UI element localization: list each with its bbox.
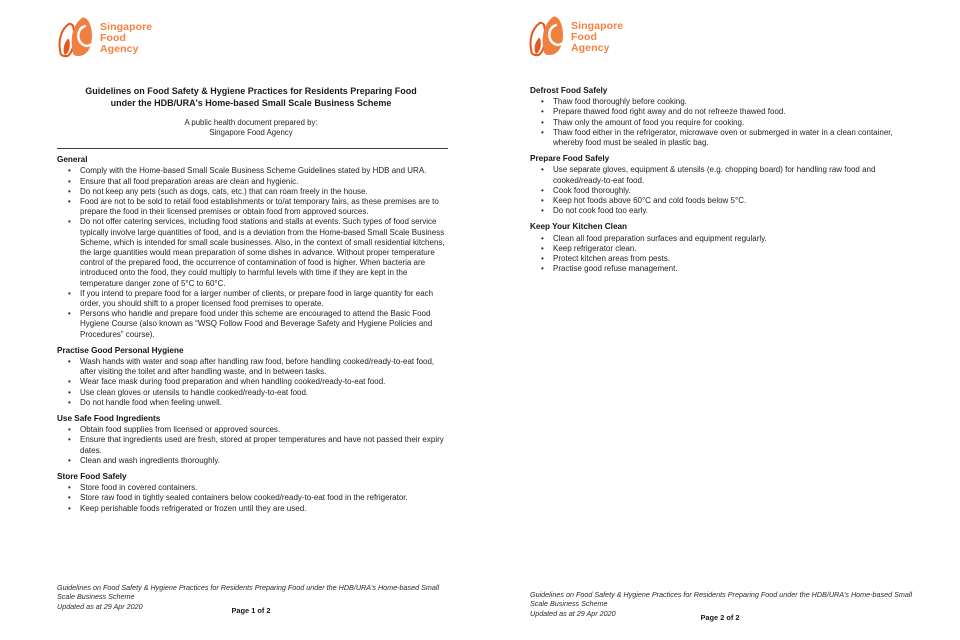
bullet-item: • If you intend to prepare food for a larger number of clients, or prepare food in large quantity for each order, you should shift to a proper licensed food premises to operate. [57,289,449,309]
footer-updated-date: Updated as at 29 Apr 2020 [57,601,143,611]
sfa-logo [57,14,462,61]
footer-document-title: Guidelines on Food Safety & Hygiene Practices for Residents Preparing Food under the HDB/URA's Home-based Small Scale Business Scheme [57,583,440,602]
page-2 [508,0,932,640]
bullet-item: • Do not handle food when feeling unwell. [57,398,449,408]
sfa-logo-wordmark [571,13,623,54]
page-2-content [530,86,914,274]
bullet-item: • Do not offer catering services, including food stations and stalls at events. Such types of food service typically involve large quantities of food, and is a deviation from the Home-based Small Scale Business Scheme, which is intended for small scale businesses. Also, in the context of small residential kitchens, the large quantities would mean preparation of some dishes in advance. Without proper temperature control of the prepared food, the occurrence of contamination of food is higher. When bacteria are introduced onto the food, they could multiply to harmful levels with time if they are kept in the temperature danger zone of 5°C to 60°C. [57,217,449,288]
subtitle-prepared-by: A public health document prepared by: [184,118,318,127]
bullet-item: • Wash hands with water and soap after handling raw food, before handling cooked/ready-to-eat food, after visiting the toilet and after handling waste, and in between tasks. [57,357,449,377]
footer-updated-date: Updated as at 29 Apr 2020 [530,608,616,618]
bullet-item: • Food are not to be sold to retail food establishments or to/at temporary fairs, as these premises are to prepare the food in their licensed premises or obtain food from approved sources. [57,197,449,217]
sfa-leaf-icon [57,14,94,61]
section-heading: Keep Your Kitchen Clean [530,222,628,232]
bullet-item: • Clean and wash ingredients thoroughly. [57,456,449,466]
document-title-line2: under the HDB/URA's Home-based Small Scale Business Scheme [110,97,392,108]
logo-word-food: Food [100,32,127,44]
section-safe-ingredients [57,414,449,466]
bullet-item: • Keep hot foods above 60°C and cold foods below 5°C. [530,196,914,206]
section-personal-hygiene [57,346,449,408]
footer-document-title: Guidelines on Food Safety & Hygiene Practices for Residents Preparing Food under the HDB/URA's Home-based Small Scale Business Scheme [530,590,913,609]
section-heading: General [57,155,88,165]
bullet-item: • Use clean gloves or utensils to handle cooked/ready-to-eat food. [57,388,449,398]
document-title [40,86,462,109]
section-heading: Store Food Safely [57,472,127,482]
bullet-item: • Practise good refuse management. [530,264,914,274]
logo-word-singapore: Singapore [571,20,624,32]
header-divider [57,148,448,149]
section-heading: Use Safe Food Ingredients [57,414,161,424]
logo-word-agency: Agency [100,43,139,55]
section-heading: Prepare Food Safely [530,154,610,164]
bullet-item: • Ensure that all food preparation areas are clean and hygienic. [57,177,449,187]
document-title-line1: Guidelines on Food Safety & Hygiene Practices for Residents Preparing Food [85,86,417,96]
logo-word-singapore: Singapore [100,21,153,33]
section-defrost [530,86,914,148]
bullet-item: • Store food in covered containers. [57,483,449,493]
sfa-logo-wordmark [100,14,152,55]
page-number: Page 1 of 2 [231,606,271,615]
bullet-item: • Do not keep any pets (such as dogs, cats, etc.) that can roam freely in the house. [57,187,449,197]
section-heading: Defrost Food Safely [530,86,608,95]
logo-word-agency: Agency [571,42,610,54]
section-general [57,155,449,340]
bullet-item: • Prepare thawed food right away and do not refreeze thawed food. [530,107,914,117]
bullet-item: • Use separate gloves, equipment & utensils (e.g. chopping board) for handling raw food and cooked/ready-to-eat food. [530,165,914,185]
page-1-content [57,155,449,514]
section-prepare [530,154,914,216]
bullet-item: • Cook food thoroughly. [530,186,914,196]
bullet-item: • Thaw food either in the refrigerator, microwave oven or submerged in water in a clean container, whereby food must be sealed in plastic bag. [530,128,914,148]
bullet-item: • Wear face mask during food preparation and when handling cooked/ready-to-eat food. [57,377,449,387]
bullet-item: • Do not cook food too early. [530,206,914,216]
section-store-food [57,472,449,514]
bullet-item: • Ensure that ingredients used are fresh, stored at proper temperatures and have not passed their expiry dates. [57,435,449,455]
bullet-item: • Store raw food in tightly sealed containers below cooked/ready-to-eat food in the refrigerator. [57,493,449,503]
bullet-item: • Thaw food thoroughly before cooking. [530,97,914,107]
bullet-item: • Keep refrigerator clean. [530,244,914,254]
bullet-item: • Persons who handle and prepare food under this scheme are encouraged to attend the Basic Food Hygiene Course (also known as “WSQ Follow Food and Beverage Safety and Hygiene Policies and Procedures” course). [57,309,449,340]
bullet-item: • Thaw only the amount of food you require for cooking. [530,118,914,128]
section-kitchen-clean [530,222,914,274]
sfa-logo [528,13,932,60]
bullet-item: • Comply with the Home-based Small Scale Business Scheme Guidelines stated by HDB and URA. [57,166,449,176]
bullet-item: • Keep perishable foods refrigerated or frozen until they are used. [57,504,449,514]
bullet-item: • Clean all food preparation surfaces and equipment regularly. [530,234,914,244]
bullet-item: • Obtain food supplies from licensed or approved sources. [57,425,449,435]
section-heading: Practise Good Personal Hygiene [57,345,184,355]
sfa-leaf-icon [528,13,565,60]
page-1 [40,0,462,640]
document-subtitle [40,118,462,137]
page-number: Page 2 of 2 [700,613,740,622]
logo-word-food: Food [571,31,598,43]
bullet-item: • Protect kitchen areas from pests. [530,254,914,264]
subtitle-agency-name: Singapore Food Agency [209,127,293,137]
